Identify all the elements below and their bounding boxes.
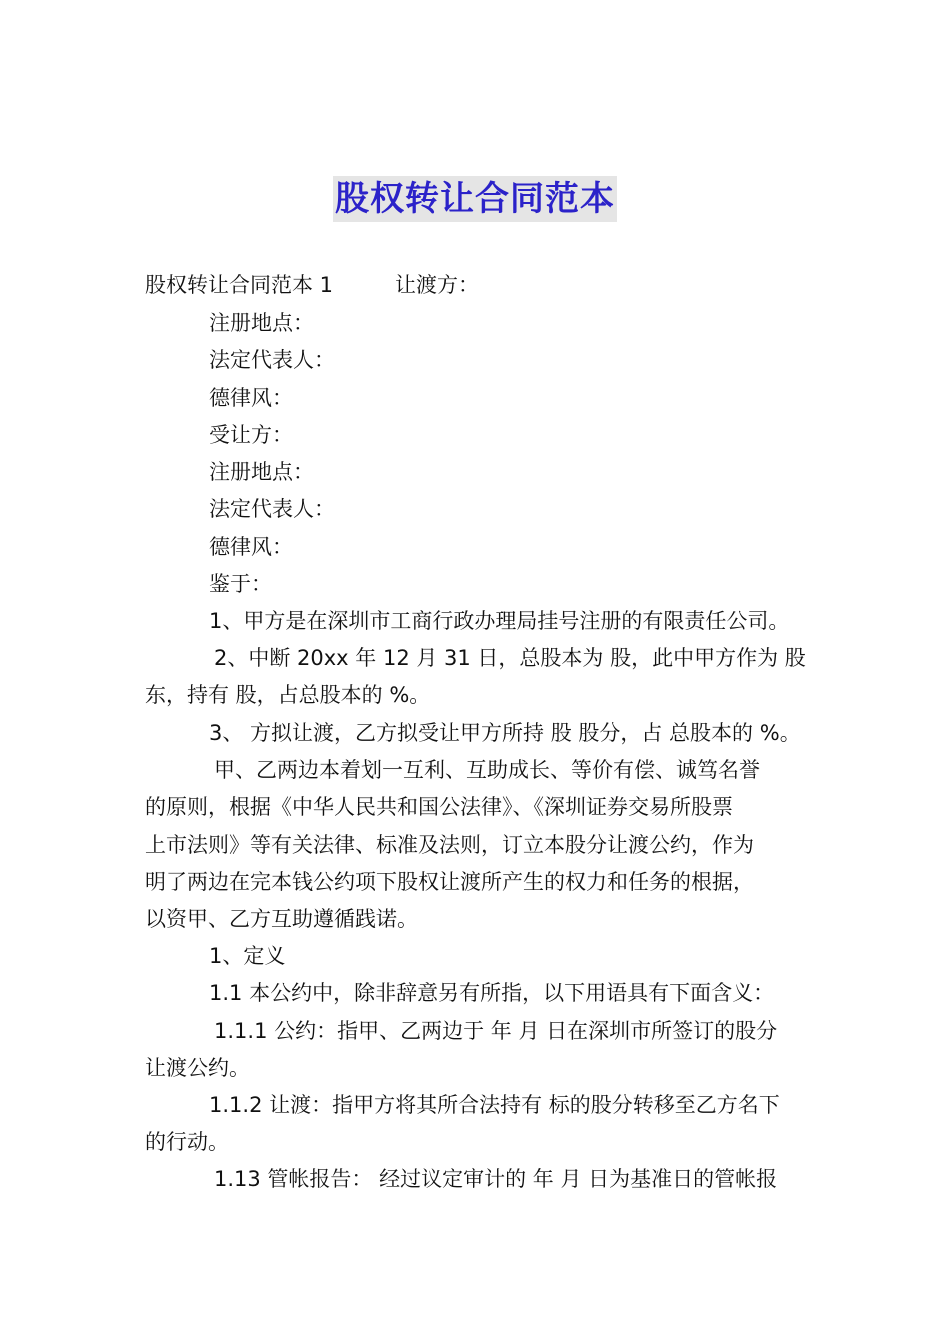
party-a-legal-rep: 法定代表人： <box>209 348 335 372</box>
preamble-line-2: 的原则，根据《中华人民共和国公法律》、《深圳证券交易所股票 <box>145 795 733 819</box>
preamble-line-3: 上市法则》等有关法律、标准及法则，订立本股分让渡公约，作为 <box>145 833 754 857</box>
preamble-line-1: 甲、乙两边本着划一互利、互助成长、等价有偿、诚笃名誉 <box>214 758 760 782</box>
document-title: 股权转让合同范本 <box>333 176 617 222</box>
transferor-label: 让渡方： <box>395 273 480 297</box>
title-block <box>0 176 950 222</box>
definition-1-1-2-line-1: 1.1.2 让渡：指甲方将其所合法持有 标的股分转移至乙方名下 <box>209 1093 780 1117</box>
transferee-label: 受让方： <box>209 423 293 447</box>
party-b-reg-addr: 注册地点： <box>209 460 314 484</box>
header-line <box>145 270 479 300</box>
definition-1-1-1-line-2: 让渡公约。 <box>145 1056 250 1080</box>
definition-1-1-1-line-1: 1.1.1 公约：指甲、乙两边于 年 月 日在深圳市所签订的股分 <box>214 1019 778 1043</box>
whereas-item-2-line-2: 东，持有 股，占总股本的 %。 <box>145 683 431 707</box>
whereas-item-2-line-1: 2、中断 20xx 年 12 月 31 日，总股本为 股，此中甲方作为 股 <box>214 646 806 670</box>
whereas-label: 鉴于： <box>209 572 272 596</box>
definition-1-13: 1.13 管帐报告： 经过议定审计的 年 月 日为基准日的管帐报 <box>214 1167 778 1191</box>
section-definitions-heading: 1、定义 <box>209 944 286 968</box>
header-left-text: 股权转让合同范本 1 <box>145 273 334 297</box>
preamble-line-4: 明了两边在完本钱公约项下股权让渡所产生的权力和任务的根据， <box>145 870 754 894</box>
party-a-reg-addr: 注册地点： <box>209 311 314 335</box>
whereas-item-1: 1、甲方是在深圳市工商行政办理局挂号注册的有限责任公司。 <box>209 609 790 633</box>
definition-1-1-2-line-2: 的行动。 <box>145 1130 229 1154</box>
preamble-line-5: 以资甲、乙方互助遵循践诺。 <box>145 907 418 931</box>
party-b-phone: 德律风： <box>209 535 293 559</box>
definition-1-1: 1.1 本公约中，除非辞意另有所指，以下用语具有下面含义： <box>209 981 775 1005</box>
whereas-item-3: 3、 方拟让渡，乙方拟受让甲方所持 股 股分，占 总股本的 %。 <box>209 721 801 745</box>
party-a-phone: 德律风： <box>209 386 293 410</box>
party-b-legal-rep: 法定代表人： <box>209 497 335 521</box>
